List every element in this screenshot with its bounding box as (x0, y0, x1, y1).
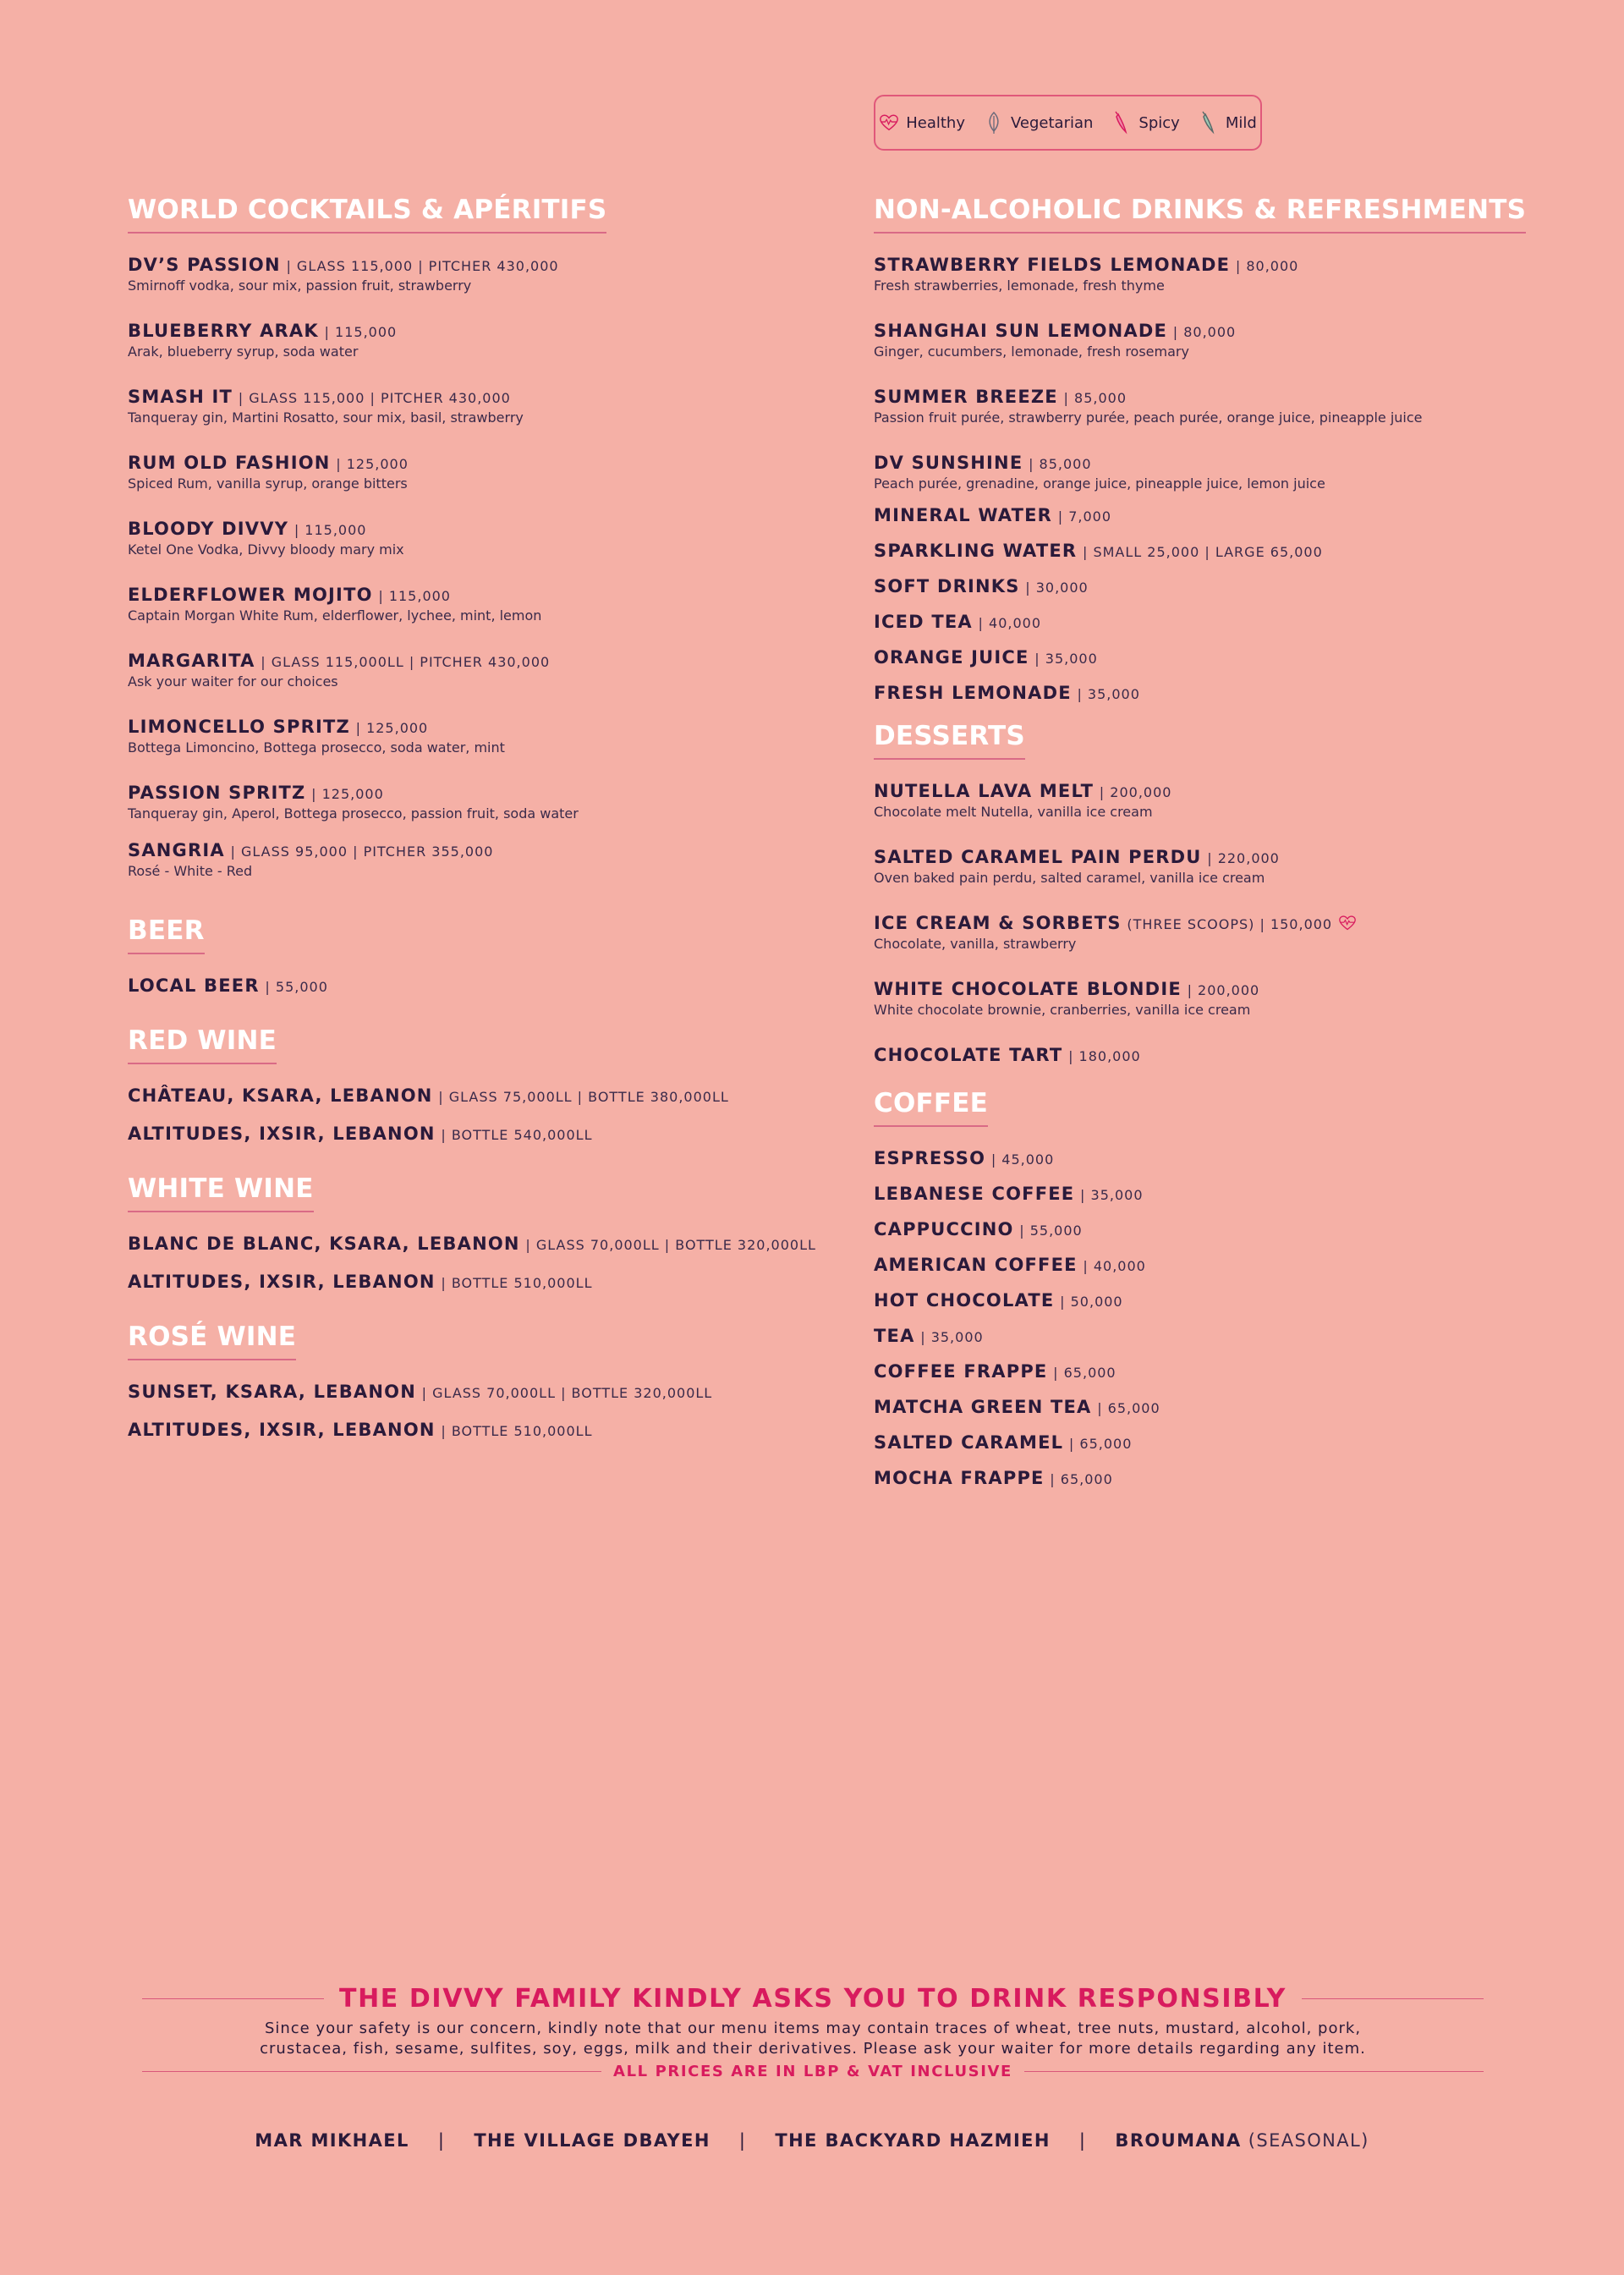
item-name: TEA (874, 1326, 915, 1346)
item-description: Chocolate melt Nutella, vanilla ice cream (874, 804, 1153, 820)
item-name: BLANC DE BLANC, KSARA, LEBANON (128, 1234, 520, 1254)
menu-item (874, 504, 1584, 528)
section-desserts (874, 717, 1584, 1068)
item-price: | 50,000 (1060, 1294, 1123, 1310)
item-description: White chocolate brownie, cranberries, vanilla ice cream (874, 1002, 1251, 1018)
item-name: DV’S PASSION (128, 255, 281, 275)
item-price: | BOTTLE 540,000LL (441, 1127, 593, 1143)
footer-notice (142, 1984, 1484, 2080)
item-price: | GLASS 70,000LL | BOTTLE 320,000LL (525, 1237, 816, 1253)
item-description: Oven baked pain perdu, salted caramel, vanilla ice cream (874, 870, 1265, 886)
item-name: MINERAL WATER (874, 505, 1053, 525)
item-name: ICE CREAM & SORBETS (874, 913, 1122, 933)
item-name: LEBANESE COFFEE (874, 1184, 1075, 1204)
item-name: DV SUNSHINE (874, 453, 1023, 473)
item-name: SPARKLING WATER (874, 541, 1078, 561)
section-title: ROSÉ WINE (128, 1318, 296, 1360)
menu-right-column (874, 191, 1584, 1503)
location-broumana (1115, 2130, 1369, 2151)
item-price: | 65,000 (1050, 1471, 1113, 1487)
item-name: RUM OLD FASHION (128, 453, 331, 473)
item-name: ESPRESSO (874, 1148, 986, 1168)
section-title: WHITE WINE (128, 1170, 314, 1212)
prices-note: ALL PRICES ARE IN LBP & VAT INCLUSIVE (613, 2063, 1012, 2080)
item-name: MARGARITA (128, 651, 255, 671)
item-price: | 35,000 (1077, 686, 1140, 702)
healthy-heart-icon (1337, 915, 1358, 931)
item-price: | 65,000 (1068, 1436, 1133, 1452)
item-price: | GLASS 115,000 | PITCHER 430,000 (286, 258, 559, 274)
item-name: SANGRIA (128, 840, 225, 860)
section-rose-wine (128, 1318, 838, 1442)
menu-item (874, 646, 1584, 670)
item-name: ALTITUDES, IXSIR, LEBANON (128, 1124, 436, 1144)
item-name: CHÂTEAU, KSARA, LEBANON (128, 1085, 433, 1106)
legend-healthy-label: Healthy (906, 113, 965, 132)
item-description: Ginger, cucumbers, lemonade, fresh rosemary (874, 343, 1189, 360)
item-name: SUMMER BREEZE (874, 387, 1058, 407)
item-price: | 125,000 (336, 456, 409, 472)
menu-item (874, 780, 1584, 821)
item-name: SALTED CARAMEL (874, 1432, 1064, 1453)
item-description: Arak, blueberry syrup, soda water (128, 343, 359, 360)
item-price: | 125,000 (355, 720, 429, 736)
menu-item (874, 1360, 1584, 1384)
item-name: ALTITUDES, IXSIR, LEBANON (128, 1420, 436, 1440)
menu-item (128, 452, 838, 492)
item-price: | 200,000 (1187, 982, 1260, 998)
menu-item (874, 1431, 1584, 1455)
item-name: WHITE CHOCOLATE BLONDIE (874, 979, 1182, 999)
item-price: | GLASS 115,000 | PITCHER 430,000 (238, 390, 511, 406)
menu-item (128, 839, 838, 880)
item-price: | BOTTLE 510,000LL (441, 1423, 593, 1439)
item-price: | 35,000 (1034, 651, 1098, 667)
menu-item (874, 1289, 1584, 1313)
section-coffee (874, 1085, 1584, 1491)
item-price: | 55,000 (265, 979, 328, 995)
item-price: | 65,000 (1097, 1400, 1160, 1416)
menu-item (128, 1381, 838, 1404)
heart-icon (879, 111, 899, 135)
item-name: SUNSET, KSARA, LEBANON (128, 1382, 416, 1402)
menu-item (128, 1085, 838, 1108)
item-price: | 125,000 (311, 786, 384, 802)
item-price: | 65,000 (1053, 1365, 1116, 1381)
item-price: | 180,000 (1068, 1048, 1141, 1064)
menu-item (874, 611, 1584, 635)
footer-title-row (142, 1984, 1484, 2014)
item-description: Tanqueray gin, Aperol, Bottega prosecco, passion fruit, soda water (128, 805, 579, 822)
item-name: MATCHA GREEN TEA (874, 1397, 1092, 1417)
item-description: Chocolate, vanilla, strawberry (874, 936, 1077, 952)
section-title: WORLD COCKTAILS & APÉRITIFS (128, 191, 606, 234)
section-beer (128, 912, 838, 998)
item-price: | 220,000 (1207, 850, 1280, 866)
location-note: (SEASONAL) (1248, 2130, 1369, 2151)
section-cocktails (128, 191, 838, 880)
menu-item (128, 320, 838, 360)
legend-mild-label: Mild (1225, 113, 1257, 132)
item-name: HOT CHOCOLATE (874, 1290, 1055, 1311)
separator: | (738, 2130, 747, 2151)
menu-item (874, 452, 1584, 492)
item-price: | 85,000 (1063, 390, 1127, 406)
item-price: | 35,000 (920, 1329, 984, 1345)
item-price: | 115,000 (294, 522, 367, 538)
item-name: LOCAL BEER (128, 975, 260, 996)
item-description: Rosé - White - Red (128, 863, 253, 879)
item-description: Ketel One Vodka, Divvy bloody mary mix (128, 541, 404, 558)
menu-item (128, 1419, 838, 1442)
legend-spicy-label: Spicy (1138, 113, 1180, 132)
item-name: FRESH LEMONADE (874, 683, 1072, 703)
item-description: Fresh strawberries, lemonade, fresh thyme (874, 278, 1165, 294)
section-title: COFFEE (874, 1085, 988, 1127)
item-name: BLOODY DIVVY (128, 519, 289, 539)
item-price: | 30,000 (1025, 580, 1089, 596)
menu-item (874, 540, 1584, 563)
item-price: | GLASS 75,000LL | BOTTLE 380,000LL (438, 1089, 729, 1105)
location-name: MAR MIKHAEL (255, 2130, 409, 2151)
item-name: AMERICAN COFFEE (874, 1255, 1078, 1275)
item-price: | 85,000 (1029, 456, 1092, 472)
item-name: ELDERFLOWER MOJITO (128, 585, 373, 605)
divider (142, 2071, 601, 2072)
item-price: | 35,000 (1080, 1187, 1144, 1203)
section-red-wine (128, 1022, 838, 1146)
menu-item (874, 1218, 1584, 1242)
item-price: | 80,000 (1235, 258, 1299, 274)
item-name: LIMONCELLO SPRITZ (128, 717, 350, 737)
menu-item (128, 1271, 838, 1294)
locations-list (0, 2130, 1624, 2151)
section-title: NON-ALCOHOLIC DRINKS & REFRESHMENTS (874, 191, 1526, 234)
menu-item (874, 978, 1584, 1019)
menu-item (874, 1467, 1584, 1491)
allergen-notice (142, 2019, 1484, 2059)
legend-vegetarian (984, 111, 1093, 135)
item-name: MOCHA FRAPPE (874, 1468, 1045, 1488)
item-name: ALTITUDES, IXSIR, LEBANON (128, 1272, 436, 1292)
item-description: Spiced Rum, vanilla syrup, orange bitters (128, 475, 408, 492)
legend-healthy (879, 111, 965, 135)
menu-item (874, 254, 1584, 294)
location-name: THE BACKYARD HAZMIEH (775, 2130, 1051, 2151)
menu-item (874, 682, 1584, 706)
menu-item (128, 1233, 838, 1256)
item-price: | 115,000 (324, 324, 398, 340)
item-price: | GLASS 70,000LL | BOTTLE 320,000LL (421, 1385, 713, 1401)
divider (1302, 1998, 1484, 1999)
item-description: Tanqueray gin, Martini Rosatto, sour mix, basil, strawberry (128, 409, 524, 426)
section-title: DESSERTS (874, 717, 1025, 760)
item-name: SALTED CARAMEL PAIN PERDU (874, 847, 1202, 867)
menu-item (128, 518, 838, 558)
section-title: RED WINE (128, 1022, 277, 1064)
section-title: BEER (128, 912, 205, 954)
section-white-wine (128, 1170, 838, 1294)
item-name: BLUEBERRY ARAK (128, 321, 319, 341)
section-non-alcoholic (874, 191, 1584, 706)
separator: | (1078, 2130, 1087, 2151)
location-name: BROUMANA (1115, 2130, 1242, 2151)
menu-item (874, 1183, 1584, 1206)
item-name: ORANGE JUICE (874, 647, 1029, 668)
legend-vegetarian-label: Vegetarian (1010, 113, 1094, 132)
divider (1024, 2071, 1484, 2072)
menu-item (874, 1396, 1584, 1420)
menu-item (874, 320, 1584, 360)
item-price: | BOTTLE 510,000LL (441, 1275, 593, 1291)
menu-item (128, 386, 838, 426)
menu-item (874, 1147, 1584, 1171)
separator: | (437, 2130, 446, 2151)
item-name: SMASH IT (128, 387, 233, 407)
item-name: CHOCOLATE TART (874, 1045, 1063, 1065)
legend-spicy (1111, 111, 1179, 135)
menu-item (128, 650, 838, 690)
menu-item (874, 846, 1584, 887)
footer-title: THE DIVVY FAMILY KINDLY ASKS YOU TO DRINK RESPONSIBLY (339, 1984, 1287, 2014)
hot-pepper-icon (1111, 111, 1132, 135)
menu-item (874, 575, 1584, 599)
menu-item (128, 782, 838, 822)
item-price: | 200,000 (1099, 784, 1172, 800)
item-name: SOFT DRINKS (874, 576, 1020, 596)
legend-mild (1199, 111, 1257, 135)
item-name: ICED TEA (874, 612, 973, 632)
menu-item (874, 1254, 1584, 1278)
menu-item (874, 386, 1584, 426)
item-description: Peach purée, grenadine, orange juice, pineapple juice, lemon juice (874, 475, 1325, 492)
item-description: Ask your waiter for our choices (128, 673, 338, 690)
item-price: | 115,000 (378, 588, 451, 604)
item-price: | 55,000 (1019, 1223, 1083, 1239)
item-price: (THREE SCOOPS) | 150,000 (1127, 916, 1333, 932)
item-description: Bottega Limoncino, Bottega prosecco, soda water, mint (128, 739, 505, 756)
item-name: SHANGHAI SUN LEMONADE (874, 321, 1168, 341)
item-name: CAPPUCCINO (874, 1219, 1014, 1239)
item-description: Passion fruit purée, strawberry purée, peach purée, orange juice, pineapple juice (874, 409, 1423, 426)
item-description: Captain Morgan White Rum, elderflower, lychee, mint, lemon (128, 607, 542, 624)
item-description: Smirnoff vodka, sour mix, passion fruit, strawberry (128, 278, 472, 294)
item-price: | 40,000 (1083, 1258, 1146, 1274)
divider (142, 1998, 324, 1999)
item-price: | 40,000 (978, 615, 1041, 631)
dietary-legend (874, 95, 1262, 151)
allergen-notice-line-2: crustacea, fish, sesame, sulfites, soy, eggs, milk and their derivatives. Please ask your waiter for more details regarding any item. (260, 2040, 1366, 2058)
leaf-icon (984, 111, 1004, 135)
item-name: PASSION SPRITZ (128, 783, 306, 803)
item-name: COFFEE FRAPPE (874, 1361, 1048, 1382)
allergen-notice-line-1: Since your safety is our concern, kindly note that our menu items may contain traces of wheat, tree nuts, mustard, alcohol, pork, (264, 2019, 1362, 2037)
item-name: STRAWBERRY FIELDS LEMONADE (874, 255, 1231, 275)
menu-item (128, 1123, 838, 1146)
item-price: | 45,000 (990, 1151, 1055, 1168)
menu-item (874, 912, 1584, 953)
menu-item (874, 1044, 1584, 1068)
item-price: | GLASS 115,000LL | PITCHER 430,000 (261, 654, 551, 670)
location-name: THE VILLAGE DBAYEH (474, 2130, 710, 2151)
item-price: | SMALL 25,000 | LARGE 65,000 (1082, 544, 1323, 560)
menu-item (128, 254, 838, 294)
item-price: | GLASS 95,000 | PITCHER 355,000 (230, 844, 494, 860)
item-name: NUTELLA LAVA MELT (874, 781, 1095, 801)
menu-item (128, 975, 838, 998)
prices-note-row (142, 2063, 1484, 2080)
menu-item (128, 584, 838, 624)
item-price: | 7,000 (1057, 508, 1111, 525)
menu-left-column (128, 191, 838, 1457)
item-price: | 80,000 (1172, 324, 1237, 340)
menu-item (128, 716, 838, 756)
mild-pepper-icon (1199, 111, 1219, 135)
menu-item (874, 1325, 1584, 1349)
